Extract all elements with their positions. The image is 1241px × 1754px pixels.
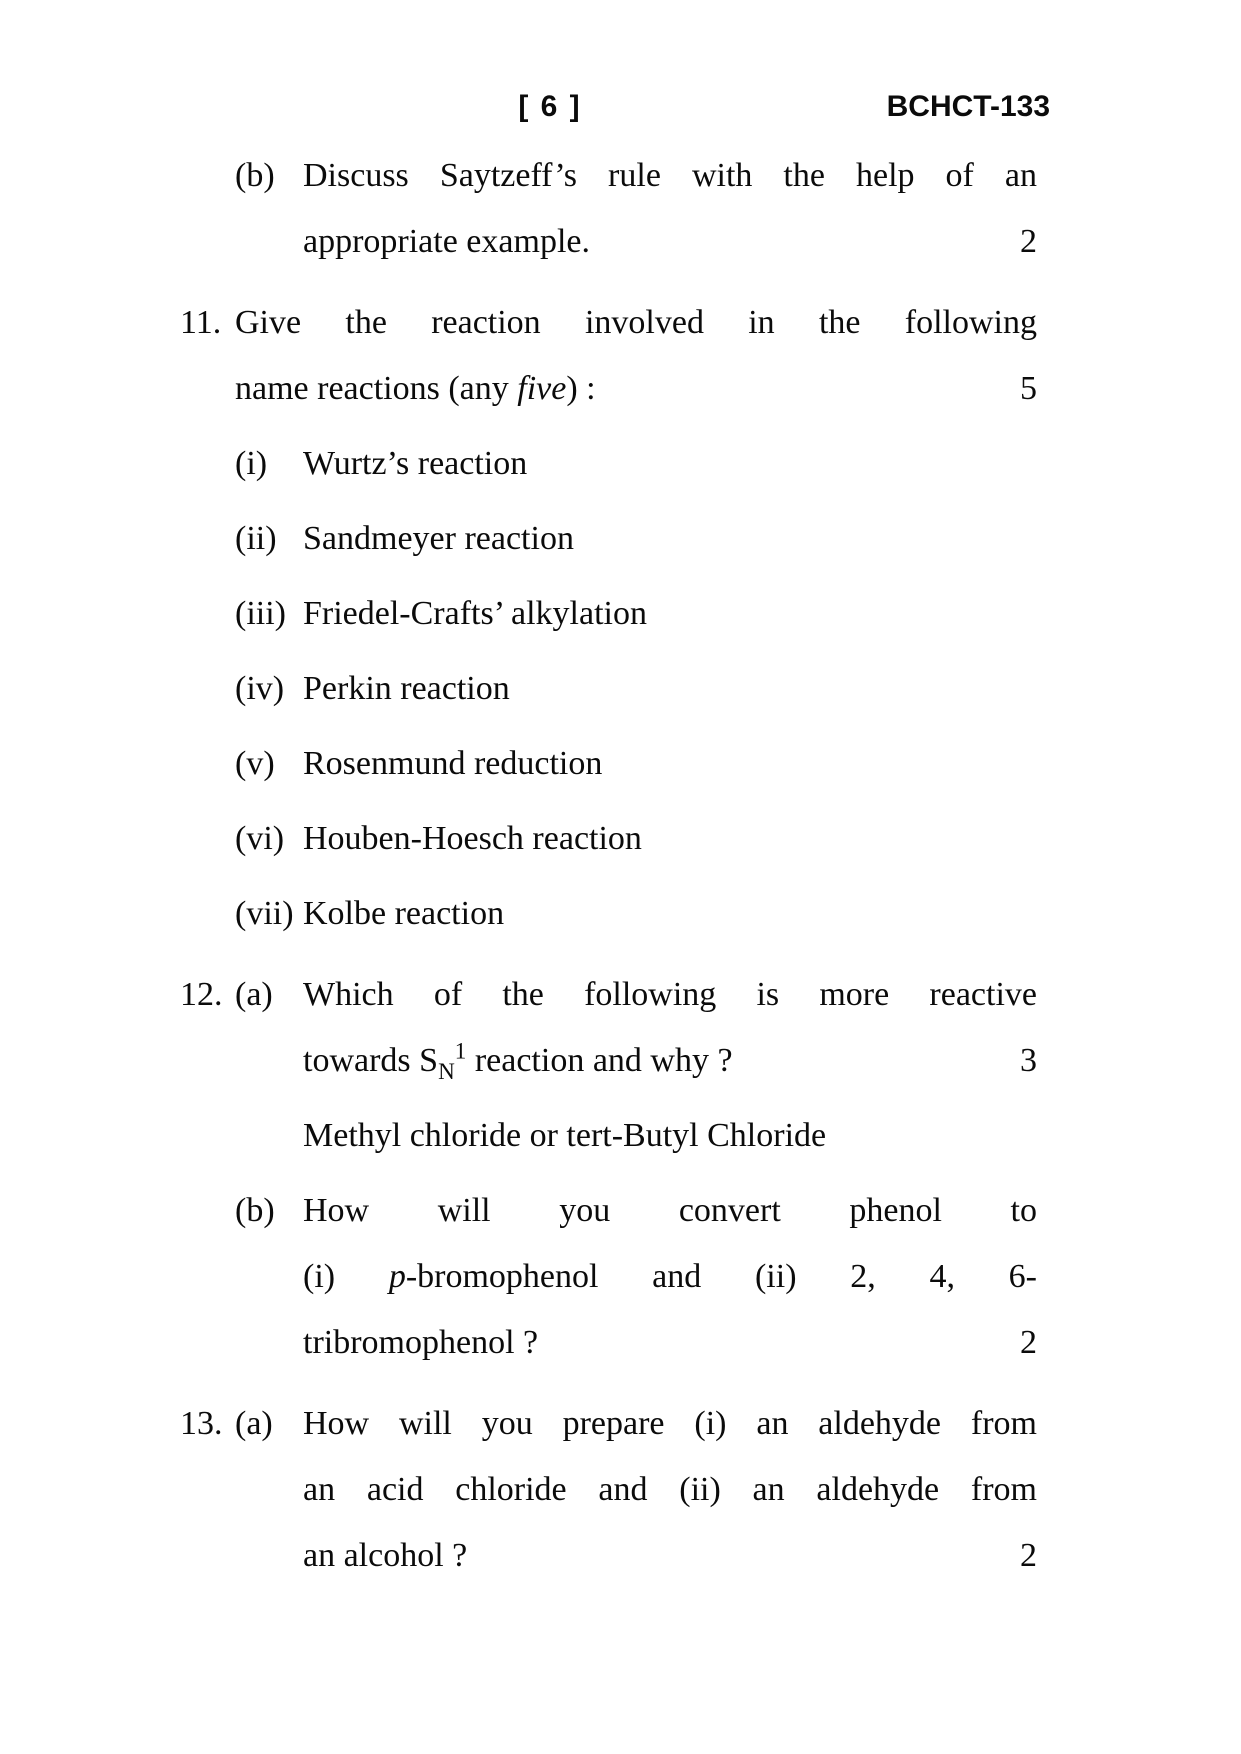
question-block xyxy=(180,881,1037,947)
question-list xyxy=(180,134,1037,1589)
marks-value: 3 xyxy=(1020,1042,1037,1079)
text-line xyxy=(303,1523,1037,1589)
question-number: 11. xyxy=(180,304,222,341)
plain-text: ) : xyxy=(566,370,596,407)
question-block xyxy=(180,290,1037,422)
question-text xyxy=(303,431,1037,497)
question-text xyxy=(235,290,1037,422)
question-text xyxy=(303,656,1037,722)
plain-text: tribromophenol ? xyxy=(303,1324,539,1361)
question-number: 13. xyxy=(180,1405,223,1442)
text-line xyxy=(303,1028,1037,1094)
plain-text: How will you convert phenol to xyxy=(303,1192,1037,1229)
plain-text: Which of the following is more reactive xyxy=(303,976,1037,1013)
italic-text: five xyxy=(517,370,567,407)
item-marker: (vi) xyxy=(235,820,285,857)
paper-code: BCHCT-133 xyxy=(886,90,1050,123)
page-header xyxy=(180,86,1050,128)
page-number: [ 6 ] xyxy=(518,90,582,123)
marks-value: 2 xyxy=(1020,1537,1037,1574)
plain-text: Sandmeyer reaction xyxy=(303,520,574,557)
plain-text: an alcohol ? xyxy=(303,1537,468,1574)
text-line xyxy=(303,656,1037,722)
text-line xyxy=(303,506,1037,572)
text-line xyxy=(303,1244,1037,1310)
question-block xyxy=(180,656,1037,722)
question-block xyxy=(180,806,1037,872)
plain-text: Methyl chloride or tert-Butyl Chloride xyxy=(303,1117,827,1154)
question-text xyxy=(303,731,1037,797)
plain-text: Give the reaction involved in the following xyxy=(235,304,1037,341)
question-text xyxy=(303,1103,1037,1169)
text-line xyxy=(303,962,1037,1028)
text-line xyxy=(303,731,1037,797)
item-marker: (a) xyxy=(235,976,273,1013)
plain-text: Houben-Hoesch reaction xyxy=(303,820,642,857)
item-marker: (iii) xyxy=(235,595,286,632)
text-line xyxy=(303,1178,1037,1244)
plain-text: How will you prepare (i) an aldehyde from xyxy=(303,1405,1037,1442)
text-line xyxy=(303,1310,1037,1376)
question-text xyxy=(303,1178,1037,1376)
item-marker: (a) xyxy=(235,1405,273,1442)
plain-text: an acid chloride and (ii) an aldehyde from xyxy=(303,1471,1037,1508)
text-line xyxy=(235,356,1037,422)
text-line xyxy=(303,1457,1037,1523)
plain-text: Friedel-Crafts’ alkylation xyxy=(303,595,647,632)
plain-text: reaction and why ? xyxy=(466,1042,733,1079)
item-marker: (ii) xyxy=(235,520,277,557)
plain-text: Perkin reaction xyxy=(303,670,510,707)
text-line xyxy=(303,209,1037,275)
question-block xyxy=(180,1391,1037,1589)
item-marker: (v) xyxy=(235,745,275,782)
italic-text: p xyxy=(388,1258,406,1295)
plain-text: Rosenmund reduction xyxy=(303,745,603,782)
text-line xyxy=(303,431,1037,497)
text-line xyxy=(303,581,1037,647)
item-marker: (vii) xyxy=(235,895,294,932)
subscript-text: N xyxy=(438,1058,455,1085)
plain-text: appropriate example. xyxy=(303,223,590,260)
plain-text: Discuss Saytzeff’s rule with the help of an xyxy=(303,157,1037,194)
question-text xyxy=(303,806,1037,872)
superscript-text: 1 xyxy=(454,1038,467,1065)
text-line xyxy=(303,881,1037,947)
plain-text: Wurtz’s reaction xyxy=(303,445,528,482)
plain-text: name reactions (any xyxy=(235,370,518,407)
question-block xyxy=(180,431,1037,497)
text-line xyxy=(303,1391,1037,1457)
plain-text: Kolbe reaction xyxy=(303,895,505,932)
item-marker: (i) xyxy=(235,445,268,482)
plain-text: (i) xyxy=(303,1258,389,1295)
question-block xyxy=(180,1103,1037,1169)
question-text xyxy=(303,881,1037,947)
question-block xyxy=(180,506,1037,572)
question-block xyxy=(180,1178,1037,1376)
plain-text: towards S xyxy=(303,1042,439,1079)
item-marker: (iv) xyxy=(235,670,285,707)
text-line xyxy=(235,290,1037,356)
question-text xyxy=(303,581,1037,647)
question-text xyxy=(303,1391,1037,1589)
question-block xyxy=(180,962,1037,1094)
item-marker: (b) xyxy=(235,1192,275,1229)
marks-value: 2 xyxy=(1020,1324,1037,1361)
marks-value: 2 xyxy=(1020,223,1037,260)
question-block xyxy=(180,581,1037,647)
text-line xyxy=(303,143,1037,209)
marks-value: 5 xyxy=(1020,370,1037,407)
question-text xyxy=(303,506,1037,572)
text-line xyxy=(303,1103,1037,1169)
question-number: 12. xyxy=(180,976,223,1013)
item-marker: (b) xyxy=(235,157,275,194)
question-block xyxy=(180,143,1037,275)
question-block xyxy=(180,731,1037,797)
question-text xyxy=(303,962,1037,1094)
text-line xyxy=(303,806,1037,872)
question-text xyxy=(303,143,1037,275)
plain-text: -bromophenol and (ii) 2, 4, 6- xyxy=(405,1258,1037,1295)
